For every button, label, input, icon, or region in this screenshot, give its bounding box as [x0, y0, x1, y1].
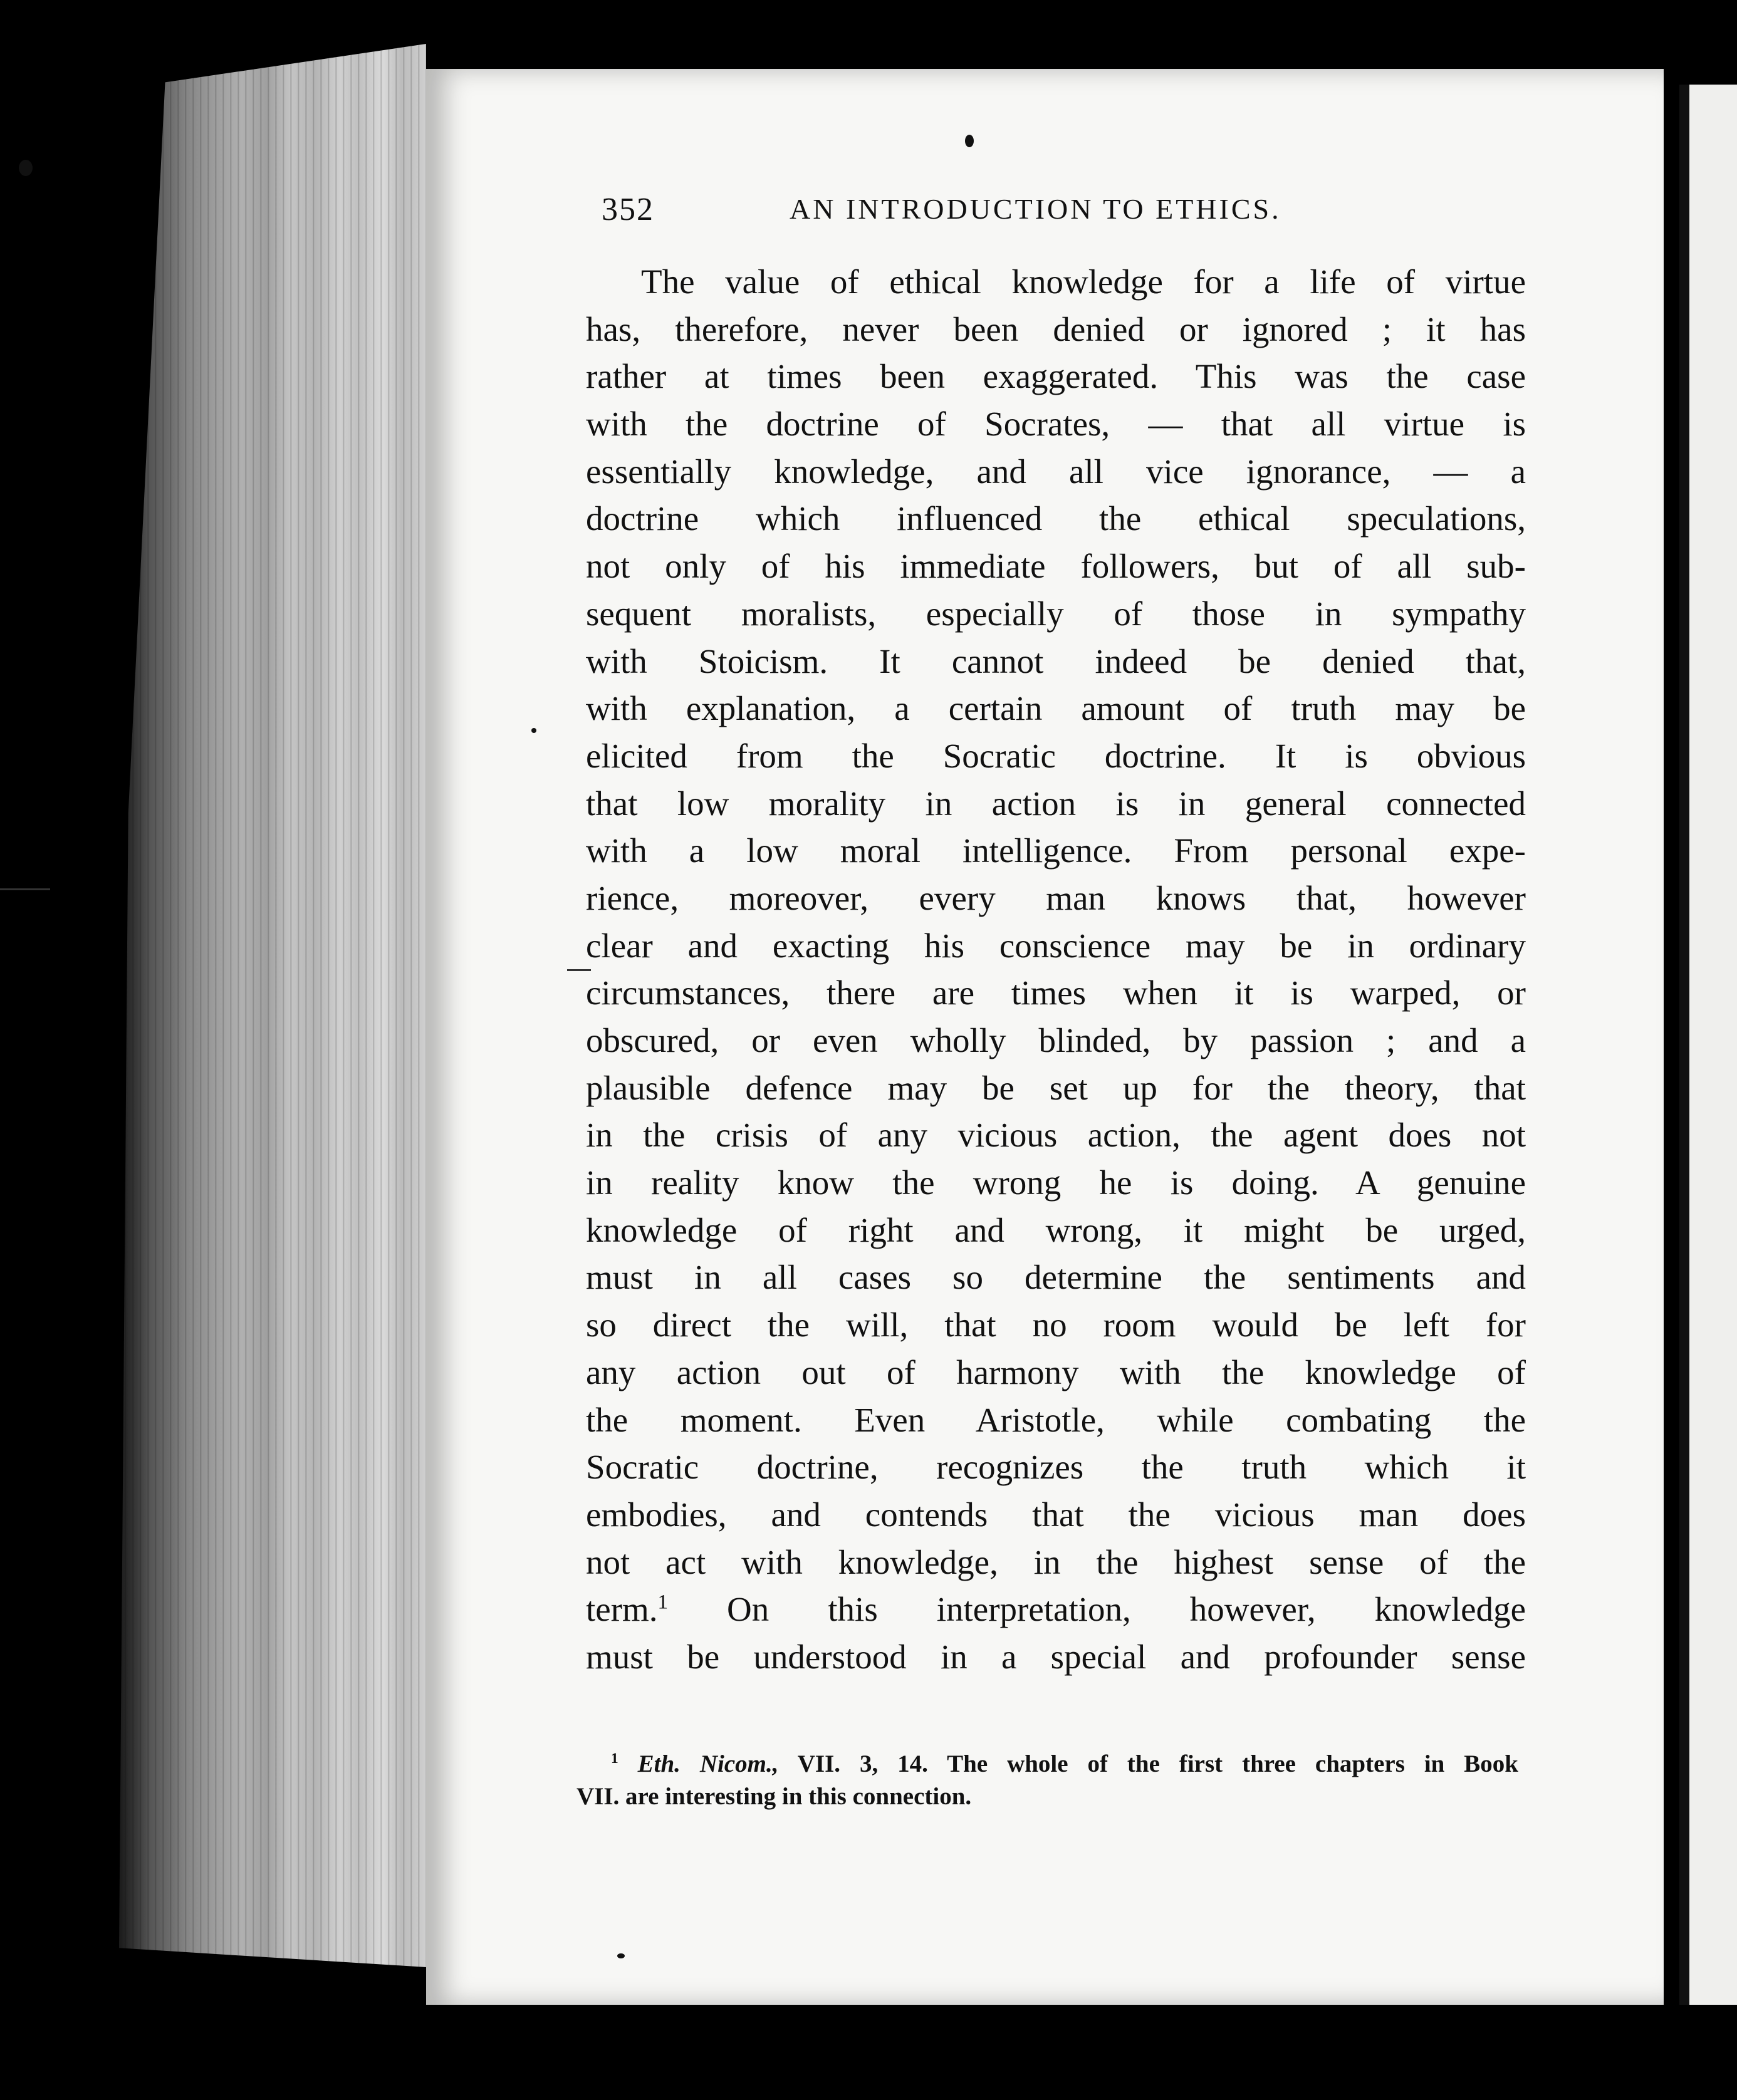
- next-page-edge: [1679, 85, 1737, 2005]
- footnote-marker: 1: [657, 1591, 669, 1614]
- body-paragraph: [586, 258, 1526, 1681]
- text-line: circumstances, there are times when it is warped, or: [586, 974, 1526, 1012]
- text-line: with a low moral intelligence. From personal expe-: [586, 831, 1526, 870]
- text-line: obscured, or even wholly blinded, by passion ; and a: [586, 1021, 1526, 1059]
- footnote-number: 1: [611, 1750, 618, 1767]
- text-line: The value of ethical knowledge for a life of virtue: [641, 262, 1526, 301]
- text-line: Socratic doctrine, recognizes the truth which it: [586, 1448, 1526, 1487]
- page-number: 352: [602, 192, 654, 227]
- text-line: clear and exacting his conscience may be in ordinary: [586, 926, 1526, 965]
- text-line: the moment. Even Aristotle, while combating the: [586, 1400, 1526, 1439]
- text-line: in the crisis of any vicious action, the agent does not: [586, 1116, 1526, 1155]
- text-line: in reality know the wrong he is doing. A genuine: [586, 1163, 1526, 1202]
- text-line: not act with knowledge, in the highest sense of the: [586, 1542, 1526, 1581]
- footnote-line: VII. are interesting in this connection.: [576, 1783, 972, 1810]
- text-line: so direct the will, that no room would be left for: [586, 1306, 1526, 1344]
- ink-speck-bottom: [617, 1953, 625, 1958]
- text-line: plausible defence may be set up for the theory, that: [586, 1068, 1526, 1107]
- text-line: with the doctrine of Socrates, — that all virtue is: [586, 405, 1526, 444]
- ink-speck-left: [19, 160, 33, 176]
- ink-speck-top: [965, 135, 974, 147]
- footnote-citation: Eth. Nicom.,: [637, 1750, 779, 1777]
- text-line: with explanation, a certain amount of truth may be: [586, 689, 1526, 728]
- margin-tick-mark: [0, 888, 50, 890]
- page-edge-lines: [119, 44, 426, 1967]
- text-line: elicited from the Socratic doctrine. It is obvious: [586, 736, 1526, 775]
- text-line: must be understood in a special and profounder sense: [586, 1637, 1526, 1676]
- text-line: sequent moralists, especially of those in sympathy: [586, 594, 1526, 633]
- text-line: knowledge of right and wrong, it might be urged,: [586, 1210, 1526, 1249]
- footnote-text: VII. 3, 14. The whole of the first three chapters in Book: [778, 1750, 1519, 1777]
- text-line: any action out of harmony with the knowledge of: [586, 1353, 1526, 1391]
- text-line: [586, 1586, 1526, 1633]
- text-line: that low morality in action is in general connected: [586, 784, 1526, 823]
- ink-speck-margin: [531, 728, 536, 733]
- text-line: not only of his immediate followers, but of all sub-: [586, 547, 1526, 586]
- text-line: doctrine which influenced the ethical speculations,: [586, 499, 1526, 538]
- running-title: AN INTRODUCTION TO ETHICS.: [790, 193, 1281, 225]
- text-line: rather at times been exaggerated. This was the case: [586, 357, 1526, 396]
- footnote: [576, 1748, 1518, 1813]
- footnote-line: [576, 1748, 1518, 1780]
- text-line: rience, moreover, every man knows that, however: [586, 878, 1526, 917]
- text-line: embodies, and contends that the vicious man does: [586, 1495, 1526, 1534]
- text-line: must in all cases so determine the sentiments and: [586, 1258, 1526, 1297]
- text-line: essentially knowledge, and all vice ignorance, — a: [586, 452, 1526, 491]
- text-line-rest: On this interpretation, however, knowledge: [668, 1590, 1526, 1629]
- text-line: has, therefore, never been denied or ignored ; it has: [586, 309, 1526, 348]
- text-line-start: term.: [586, 1590, 658, 1629]
- text-line: with Stoicism. It cannot indeed be denied that,: [586, 642, 1526, 680]
- running-head: [602, 191, 1354, 229]
